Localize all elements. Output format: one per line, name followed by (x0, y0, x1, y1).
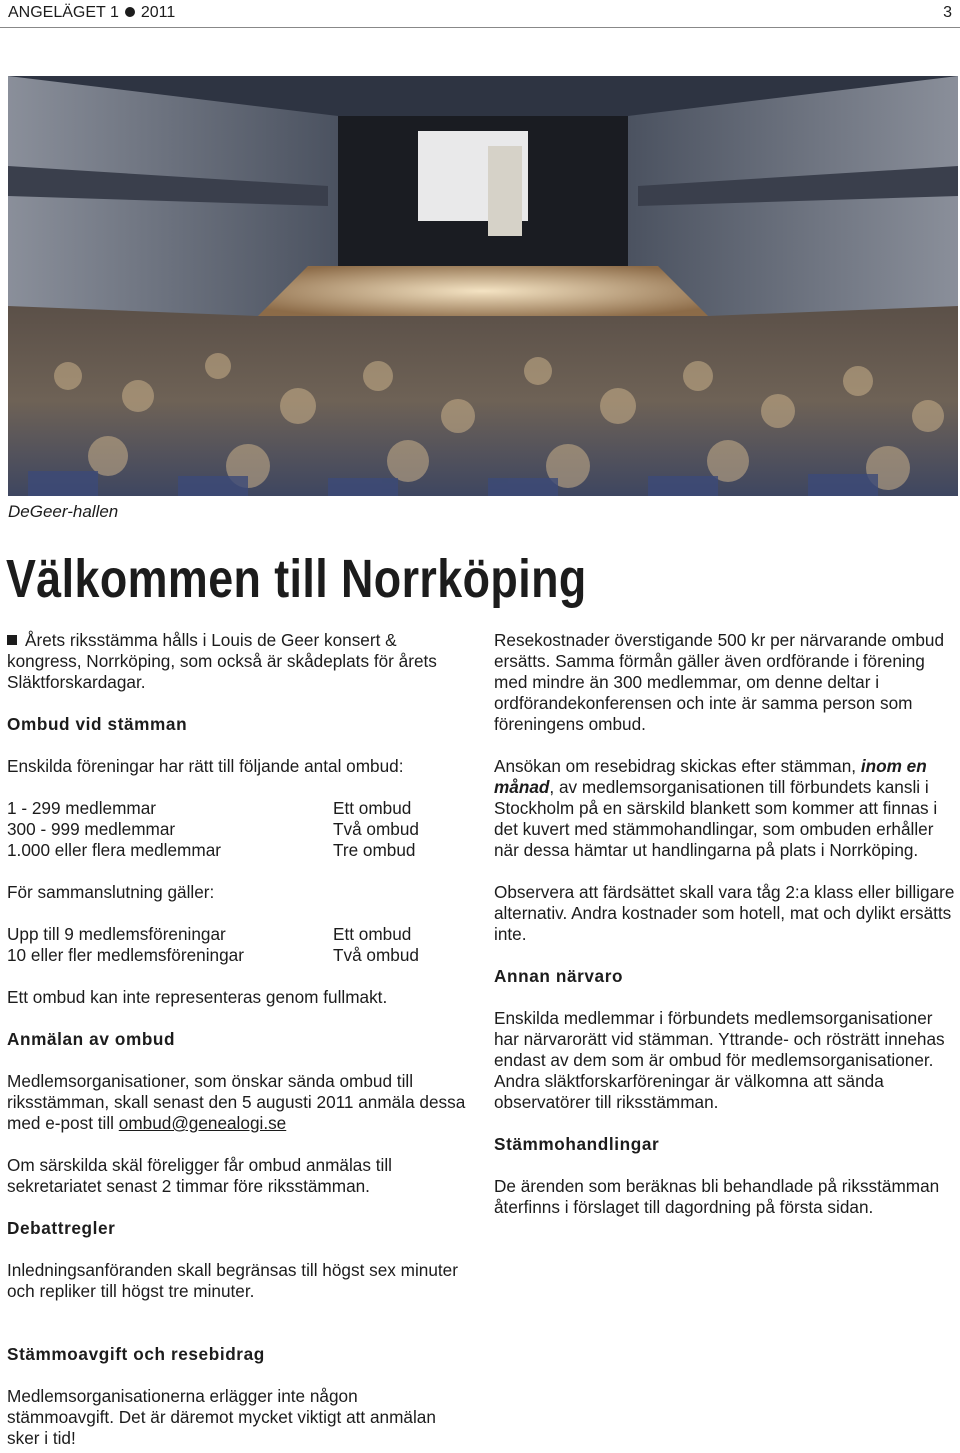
ombud-heading: Ombud vid stämman (7, 714, 188, 734)
publication-name: ANGELÄGET 1 (8, 4, 119, 21)
sammanslutning-text: För sammanslutning gäller: (7, 882, 215, 902)
annan-heading: Annan närvaro (494, 966, 624, 986)
right-column (494, 630, 956, 1218)
ombud-row: 1.000 eller flera medlemmar Tre ombud (7, 840, 416, 860)
concert-hall-photo (8, 76, 958, 496)
running-header (0, 0, 960, 28)
sammanslutning-row: 10 eller fler medlemsföreningar Två ombud (7, 945, 419, 965)
anmalan-text: Medlemsorganisationer, som önskar sända ombud till riksstämman, skall senast den 5 augusti 2011 anmäla dessa med e-post till ombud@genealogi.se (7, 1071, 466, 1133)
handlingar-heading: Stämmohandlingar (494, 1134, 660, 1154)
annan-text: Enskilda medlemmar i förbundets medlemsorganisationer har närvarorätt vid stämman. Yttrande- och rösträtt innehas endast av dem som är ombud för medlemsorganisationer. Andra släktforskarföreningar är välkomna att sända observatörer till riksstämman. (494, 1008, 945, 1112)
ansokan-text: Ansökan om resebidrag skickas efter stämman, inom en månad, av medlemsorganisationen till förbundets kansli i Stockholm på en särskild blankett som kommer att finnas i det kuvert med stämmohandlingar, som ombuden erhåller när dessa hämtar ut handlingarna på plats i Norrköping. (494, 756, 938, 860)
article-title: Välkommen till Norrköping (6, 549, 587, 609)
avgift-heading: Stämmoavgift och resebidrag (7, 1344, 265, 1364)
ombud-row: 1 - 299 medlemmar Ett ombud (7, 798, 412, 818)
page-number: 3 (943, 4, 952, 21)
publication-label (8, 0, 175, 26)
auditorium-illustration (8, 76, 958, 496)
left-column (7, 630, 469, 1449)
ombud-row: 300 - 999 medlemmar Två ombud (7, 819, 419, 839)
anmalan-heading: Anmälan av ombud (7, 1029, 176, 1049)
square-bullet-icon (7, 635, 17, 645)
debatt-text: Inledningsanföranden skall begränsas till högst sex minuter och repliker till högst tre minuter. (7, 1260, 458, 1301)
ombud-text: Enskilda föreningar har rätt till följande antal ombud: (7, 756, 404, 776)
fullmakt-text: Ett ombud kan inte representeras genom fullmakt. (7, 987, 388, 1007)
debatt-heading: Debattregler (7, 1218, 116, 1238)
intro-paragraph: Årets riksstämma hålls i Louis de Geer konsert & kongress, Norrköping, som också är skådeplats för årets Släktforskardagar. (7, 630, 437, 692)
email-link[interactable]: ombud@genealogi.se (118, 1113, 287, 1133)
sammanslutning-row: Upp till 9 medlemsföreningar Ett ombud (7, 924, 412, 944)
sarskilda-text: Om särskilda skäl föreligger får ombud anmälas till sekretariatet senast 2 timmar före riksstämman. (7, 1155, 392, 1196)
bullet-dot-icon (125, 7, 135, 17)
observera-text: Observera att färdsättet skall vara tåg 2:a klass eller billigare alternativ. Andra kostnader som hotell, mat och dylikt ersätts inte. (494, 882, 955, 944)
avgift-text: Medlemsorganisationerna erlägger inte någon stämmoavgift. Det är däremot mycket viktigt att anmälan sker i tid! (7, 1386, 436, 1448)
photo-caption: DeGeer-hallen (8, 502, 119, 521)
handlingar-text: De ärenden som beräknas bli behandlade på riksstämman återfinns i förslaget till dagordning på första sidan. (494, 1176, 940, 1217)
publication-year: 2011 (140, 4, 176, 21)
resekost-text: Resekostnader överstigande 500 kr per närvarande ombud ersätts. Samma förmån gäller även ordförande i förening med mindre än 300 medlemmar, om denne deltar i ordförandekonferensen och inte är samma person som föreningens ombud. (494, 630, 945, 734)
